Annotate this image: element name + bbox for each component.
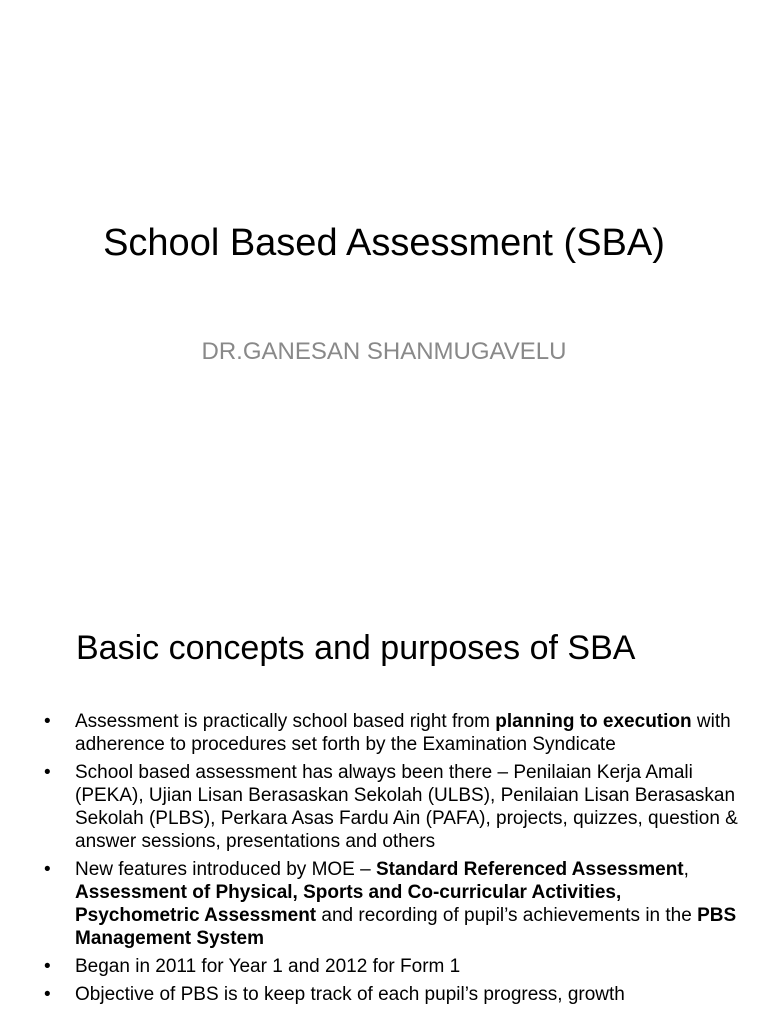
bullet-text: and recording of pupil’s achievements in the xyxy=(316,905,698,926)
bullet-bold-text: PBS Management System xyxy=(75,905,737,949)
bullet-icon xyxy=(44,983,56,1006)
bullet-list xyxy=(44,710,744,1011)
bullet-text: New features introduced by MOE – xyxy=(75,859,376,880)
bullet-text: Assessment is practically school based right from xyxy=(75,711,496,732)
slide-subtitle: DR.GANESAN SHANMUGAVELU xyxy=(201,338,567,365)
slide-title: School Based Assessment (SBA) xyxy=(103,222,665,264)
bullet-text: School based assessment has always been there – Penilaian Kerja Amali (PEKA), Ujian Lisan Berasaskan Sekolah (ULBS), Penilaian Lisan Berasaskan Sekolah (PLBS), Perkara Asas Fardu Ain (PAFA), projects, quizzes, question & answer sessions, presentations and others xyxy=(75,762,738,852)
bullet-item xyxy=(44,710,744,756)
bullet-icon xyxy=(44,761,56,784)
bullet-text: Objective of PBS is to keep track of each pupil’s progress, growth xyxy=(75,984,625,1005)
content-slide xyxy=(0,576,768,1024)
bullet-bold-text: Standard Referenced Assessment xyxy=(375,859,684,880)
bullet-text: , xyxy=(683,859,689,880)
bullet-bold-text: planning to execution xyxy=(495,711,692,732)
bullet-item xyxy=(44,955,744,978)
bullet-text: with adherence to procedures set forth by the Examination Syndicate xyxy=(75,711,731,755)
bullet-icon xyxy=(44,858,56,881)
bullet-item xyxy=(44,858,744,950)
bullet-item xyxy=(44,983,744,1006)
bullet-text: Began in 2011 for Year 1 and 2012 for Form 1 xyxy=(75,956,461,977)
bullet-icon xyxy=(44,710,56,733)
bullet-icon xyxy=(44,955,56,978)
bullet-bold-text: Assessment of Physical, Sports and Co-curricular Activities, Psychometric Assessment xyxy=(75,882,622,926)
slide-title: Basic concepts and purposes of SBA xyxy=(76,629,636,667)
bullet-item xyxy=(44,761,744,853)
